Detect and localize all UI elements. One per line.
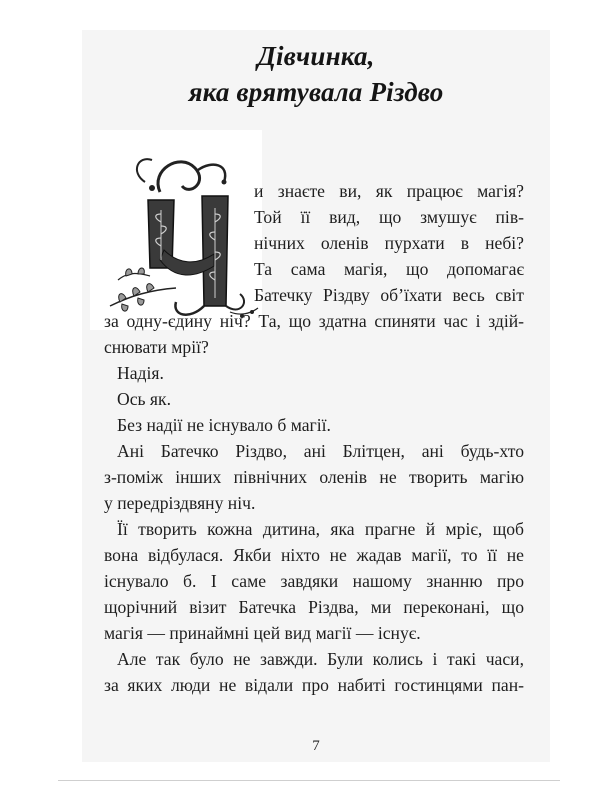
text-line: Надія.	[117, 363, 164, 383]
text-line: Її творить кожна дитина, яка прагне й мріє, щоб	[117, 519, 524, 539]
text-line: магія — принаймні цей вид магії — існує.	[104, 623, 421, 643]
text-line: у передріздвяну ніч.	[104, 493, 256, 513]
text-line: щорічний візит Батечка Різдва, ми переконані, що	[104, 597, 524, 617]
text-line: Ось як.	[117, 389, 171, 409]
text-line: Ані Батечко Різдво, ані Блітцен, ані будь-хто	[117, 441, 524, 461]
text-line: Та сама магія, що допомагає	[254, 259, 524, 279]
book-page	[82, 30, 550, 762]
text-line: існувало б. І саме завдяки нашому знанню про	[104, 571, 524, 591]
text-line: Але так було не завжди. Були колись і такі часи,	[117, 649, 524, 669]
text-line: вона відбулася. Якби ніхто не жадав магії, то її не	[104, 545, 524, 565]
text-line: Батечку Різдву об’їхати весь світ	[254, 285, 524, 305]
chapter-title	[82, 38, 550, 110]
chapter-text	[104, 178, 524, 698]
text-line: за одну-єдину ніч? Та, що здатна спиняти час і здій-	[104, 311, 524, 331]
text-line: нічних оленів пурхати в небі?	[254, 233, 524, 253]
chapter-title-line-2: яка врятувала Різдво	[188, 77, 444, 107]
text-line: Той її вид, що змушує пів-	[254, 207, 524, 227]
text-line: за яких люди не відали про набиті гостинцями пан-	[104, 675, 524, 695]
text-line: снювати мрії?	[104, 337, 209, 357]
text-line: Без надії не існувало б магії.	[117, 415, 331, 435]
text-line: и знаєте ви, як працює магія?	[254, 181, 524, 201]
divider	[58, 780, 560, 781]
chapter-title-line-1: Дівчинка,	[257, 41, 375, 71]
page-number: 7	[312, 738, 320, 754]
text-line: з-поміж інших північних оленів не творить магію	[104, 467, 524, 487]
